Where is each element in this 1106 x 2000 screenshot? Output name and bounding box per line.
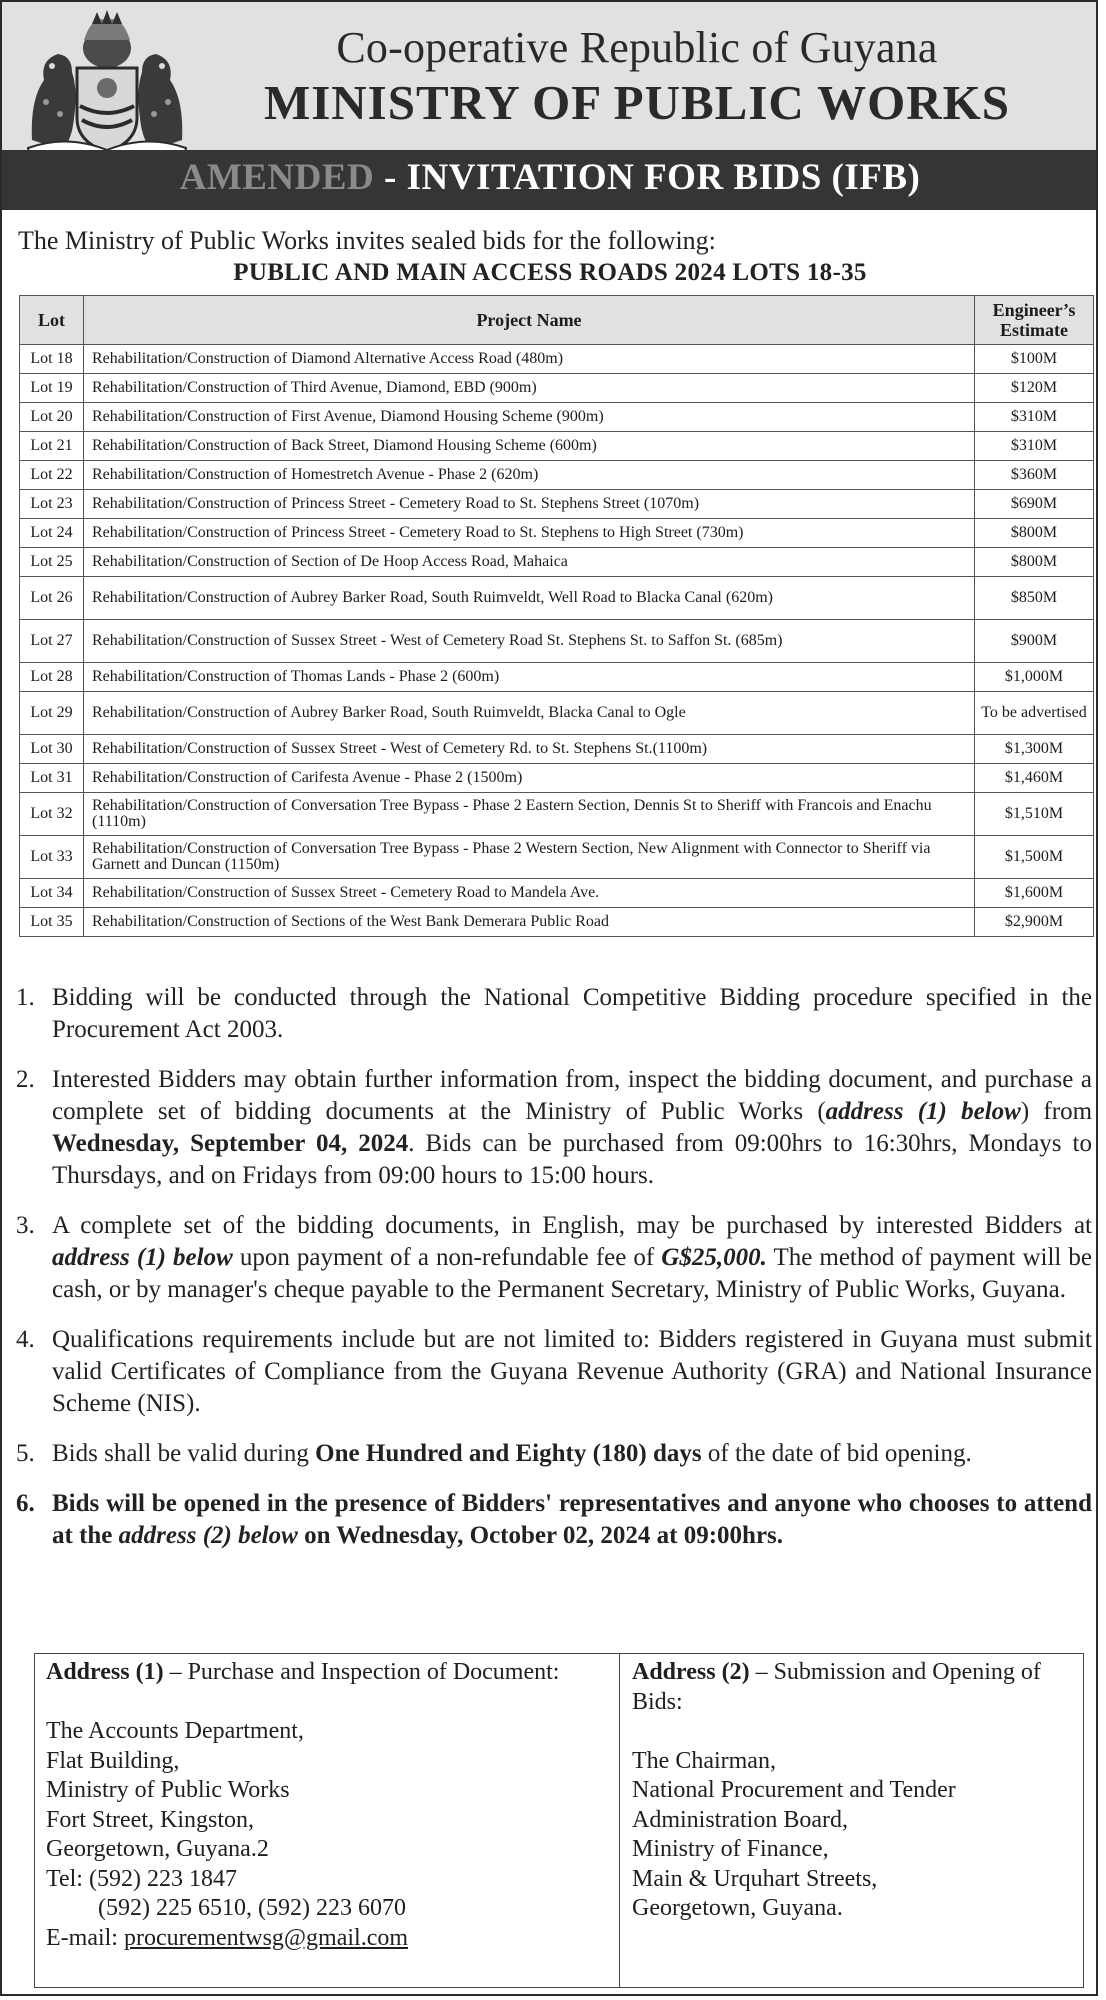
address-1-purpose: – Purchase and Inspection of Document: (163, 1659, 560, 1685)
estimate-cell: $1,460M (975, 764, 1094, 793)
address-2-purpose: – Submission and Opening of Bids: (632, 1659, 1041, 1715)
project-cell: Rehabilitation/Construction of Aubrey Barker Road, South Ruimveldt, Blacka Canal to Ogle (84, 692, 975, 735)
lot-cell: Lot 21 (20, 432, 84, 461)
amended-label: AMENDED (179, 157, 375, 198)
project-cell: Rehabilitation/Construction of Carifesta Avenue - Phase 2 (1500m) (84, 764, 975, 793)
clause-text: Bids will be opened in the presence of Bidders' representatives and anyone who chooses to attend at the (52, 1490, 1092, 1549)
clause-text: The method of payment will be cash, or by manager's cheque payable to the Permanent Secretary, Ministry of Public Works, Guyana. (52, 1244, 1092, 1303)
table-row (20, 403, 1094, 432)
bid-validity: One Hundred and Eighty (180) days (315, 1440, 702, 1467)
clause-4 (16, 1324, 1092, 1420)
project-cell: Rehabilitation/Construction of Conversation Tree Bypass - Phase 2 Eastern Section, Dennis St to Sheriff with Francois and Enachu (1110m) (84, 793, 975, 836)
table-row (20, 836, 1094, 879)
clause-number: 4. (16, 1326, 35, 1353)
lot-cell: Lot 24 (20, 519, 84, 548)
lot-cell: Lot 29 (20, 692, 84, 735)
clause-number: 2. (16, 1066, 35, 1093)
header-estimate-line2: Estimate (1000, 320, 1068, 340)
lot-cell: Lot 25 (20, 548, 84, 577)
clause-text: Bids shall be valid during (52, 1440, 316, 1467)
clause-number: 1. (16, 984, 35, 1011)
header-project: Project Name (84, 296, 975, 345)
clause-text: of the date of bid opening. (701, 1440, 972, 1467)
table-row (20, 461, 1094, 490)
address-1-label: Address (1) (46, 1659, 164, 1685)
estimate-cell: $1,300M (975, 735, 1094, 764)
project-cell: Rehabilitation/Construction of Sussex Street - West of Cemetery Road St. Stephens St. to Saffon St. (685m) (84, 620, 975, 663)
estimate-cell: $1,500M (975, 836, 1094, 879)
table-row (20, 735, 1094, 764)
country-title: Co-operative Republic of Guyana (336, 23, 938, 72)
project-cell: Rehabilitation/Construction of First Avenue, Diamond Housing Scheme (900m) (84, 403, 975, 432)
lot-cell: Lot 35 (20, 908, 84, 937)
clause-5 (16, 1438, 1092, 1470)
project-cell: Rehabilitation/Construction of Princess Street - Cemetery Road to St. Stephens Street (1070m) (84, 490, 975, 519)
project-cell: Rehabilitation/Construction of Back Street, Diamond Housing Scheme (600m) (84, 432, 975, 461)
ifb-title-text: - INVITATION FOR BIDS (IFB) (374, 157, 921, 198)
address-2 (632, 1658, 1072, 1924)
address-box (34, 1653, 1084, 1988)
project-cell: Rehabilitation/Construction of Conversation Tree Bypass - Phase 2 Western Section, New Alignment with Connector to Sheriff via Garnett and Duncan (1150m) (84, 836, 975, 879)
clause-number: 5. (16, 1440, 35, 1467)
lot-cell: Lot 26 (20, 577, 84, 620)
estimate-cell: $1,600M (975, 879, 1094, 908)
estimate-cell: $850M (975, 577, 1094, 620)
estimate-cell: $310M (975, 403, 1094, 432)
address-2-label: Address (2) (632, 1659, 750, 1685)
estimate-cell: $100M (975, 345, 1094, 374)
project-cell: Rehabilitation/Construction of Sussex Street - West of Cemetery Rd. to St. Stephens St.(1100m) (84, 735, 975, 764)
ministry-title: MINISTRY OF PUBLIC WORKS (263, 75, 1011, 130)
table-row (20, 620, 1094, 663)
estimate-cell: $310M (975, 432, 1094, 461)
estimate-cell: $900M (975, 620, 1094, 663)
address-2-reference: address (2) below (118, 1522, 298, 1549)
clause-text: on Wednesday, October 02, 2024 at 09:00hrs. (297, 1522, 784, 1549)
table-row (20, 793, 1094, 836)
address-1-reference: address (1) below (52, 1244, 233, 1271)
project-cell: Rehabilitation/Construction of Princess Street - Cemetery Road to St. Stephens to High Street (730m) (84, 519, 975, 548)
address-divider (619, 1654, 620, 1987)
estimate-cell: $2,900M (975, 908, 1094, 937)
table-row (20, 519, 1094, 548)
address-1-reference: address (1) below (825, 1098, 1021, 1125)
project-cell: Rehabilitation/Construction of Third Avenue, Diamond, EBD (900m) (84, 374, 975, 403)
email-label: E-mail: (46, 1924, 124, 1951)
address-1 (46, 1658, 606, 1953)
intro-text: The Ministry of Public Works invites sealed bids for the following: (18, 226, 716, 255)
clause-1 (16, 982, 1092, 1046)
clause-2 (16, 1064, 1092, 1192)
ifb-title (2, 156, 1098, 199)
estimate-cell: $690M (975, 490, 1094, 519)
lot-cell: Lot 33 (20, 836, 84, 879)
lot-cell: Lot 31 (20, 764, 84, 793)
lot-cell: Lot 22 (20, 461, 84, 490)
address-1-lines: The Accounts Department, Flat Building, Ministry of Public Works Fort Street, Kingston, Georgetown, Guyana.2 Tel: (592) 223 1847 (46, 1718, 304, 1892)
header-lot: Lot (20, 296, 84, 345)
lot-cell: Lot 34 (20, 879, 84, 908)
address-2-lines: The Chairman, National Procurement and Tender Administration Board, Ministry of Finance, Main & Urquhart Streets, Georgetown, Guyana. (632, 1747, 956, 1921)
project-cell: Rehabilitation/Construction of Diamond Alternative Access Road (480m) (84, 345, 975, 374)
table-row (20, 663, 1094, 692)
table-row (20, 374, 1094, 403)
clause-text: A complete set of the bidding documents, in English, may be purchased by interested Bidders at (52, 1212, 1092, 1239)
project-cell: Rehabilitation/Construction of Sussex Street - Cemetery Road to Mandela Ave. (84, 879, 975, 908)
address-2-title (632, 1658, 1072, 1717)
table-header-row (20, 296, 1094, 345)
project-cell: Rehabilitation/Construction of Thomas Lands - Phase 2 (600m) (84, 663, 975, 692)
clause-6 (16, 1488, 1092, 1552)
lot-cell: Lot 28 (20, 663, 84, 692)
project-cell: Rehabilitation/Construction of Section of De Hoop Access Road, Mahaica (84, 548, 975, 577)
clause-text: Bidding will be conducted through the National Competitive Bidding procedure specified in the Procurement Act 2003. (52, 984, 1092, 1043)
project-cell: Rehabilitation/Construction of Aubrey Barker Road, South Ruimveldt, Well Road to Blacka Canal (620m) (84, 577, 975, 620)
estimate-cell: To be advertised (975, 692, 1094, 735)
table-row (20, 490, 1094, 519)
lot-cell: Lot 27 (20, 620, 84, 663)
table-row (20, 345, 1094, 374)
clause-number: 6. (16, 1490, 35, 1517)
estimate-cell: $1,000M (975, 663, 1094, 692)
table-row (20, 432, 1094, 461)
lot-cell: Lot 20 (20, 403, 84, 432)
purchase-start-date: Wednesday, September 04, 2024 (52, 1130, 409, 1157)
clause-text: upon payment of a non-refundable fee of (232, 1244, 662, 1271)
table-row (20, 908, 1094, 937)
clause-number: 3. (16, 1212, 35, 1239)
estimate-cell: $800M (975, 519, 1094, 548)
clause-text: . Bids can be purchased from 09:00hrs to 16:30hrs, Mondays to Thursdays, and on Fridays from 09:00 hours to 15:00 hours. (52, 1130, 1093, 1189)
lot-cell: Lot 19 (20, 374, 84, 403)
clauses-list (16, 982, 1092, 1552)
clause-text: ) from (1020, 1098, 1093, 1125)
estimate-cell: $360M (975, 461, 1094, 490)
lots-table (19, 295, 1094, 937)
estimate-cell: $800M (975, 548, 1094, 577)
lot-cell: Lot 30 (20, 735, 84, 764)
address-1-title (46, 1658, 606, 1688)
header-estimate-line1: Engineer’s (992, 300, 1076, 320)
email-link[interactable]: procurementwsg@gmail.com (123, 1924, 409, 1951)
clause-text: Qualifications requirements include but are not limited to: Bidders registered in Guyana must submit valid Certificates of Compliance from the Guyana Revenue Authority (GRA) and National Insurance Scheme (NIS). (52, 1326, 1092, 1417)
lot-cell: Lot 32 (20, 793, 84, 836)
address-1-tel2: (592) 225 6510, (592) 223 6070 (98, 1895, 406, 1921)
header-estimate (975, 296, 1094, 345)
table-row (20, 692, 1094, 735)
clause-3 (16, 1210, 1092, 1306)
bid-fee: G$25,000. (661, 1244, 767, 1271)
project-cell: Rehabilitation/Construction of Sections of the West Bank Demerara Public Road (84, 908, 975, 937)
table-row (20, 577, 1094, 620)
estimate-cell: $1,510M (975, 793, 1094, 836)
table-row (20, 764, 1094, 793)
lot-cell: Lot 23 (20, 490, 84, 519)
table-row (20, 879, 1094, 908)
project-cell: Rehabilitation/Construction of Homestretch Avenue - Phase 2 (620m) (84, 461, 975, 490)
lot-cell: Lot 18 (20, 345, 84, 374)
clause-text: Interested Bidders may obtain further information from, inspect the bidding document, and purchase a complete set of bidding documents at the Ministry of Public Works ( (52, 1066, 1092, 1125)
table-row (20, 548, 1094, 577)
lots-subtitle: PUBLIC AND MAIN ACCESS ROADS 2024 LOTS 18-35 (233, 259, 867, 286)
estimate-cell: $120M (975, 374, 1094, 403)
